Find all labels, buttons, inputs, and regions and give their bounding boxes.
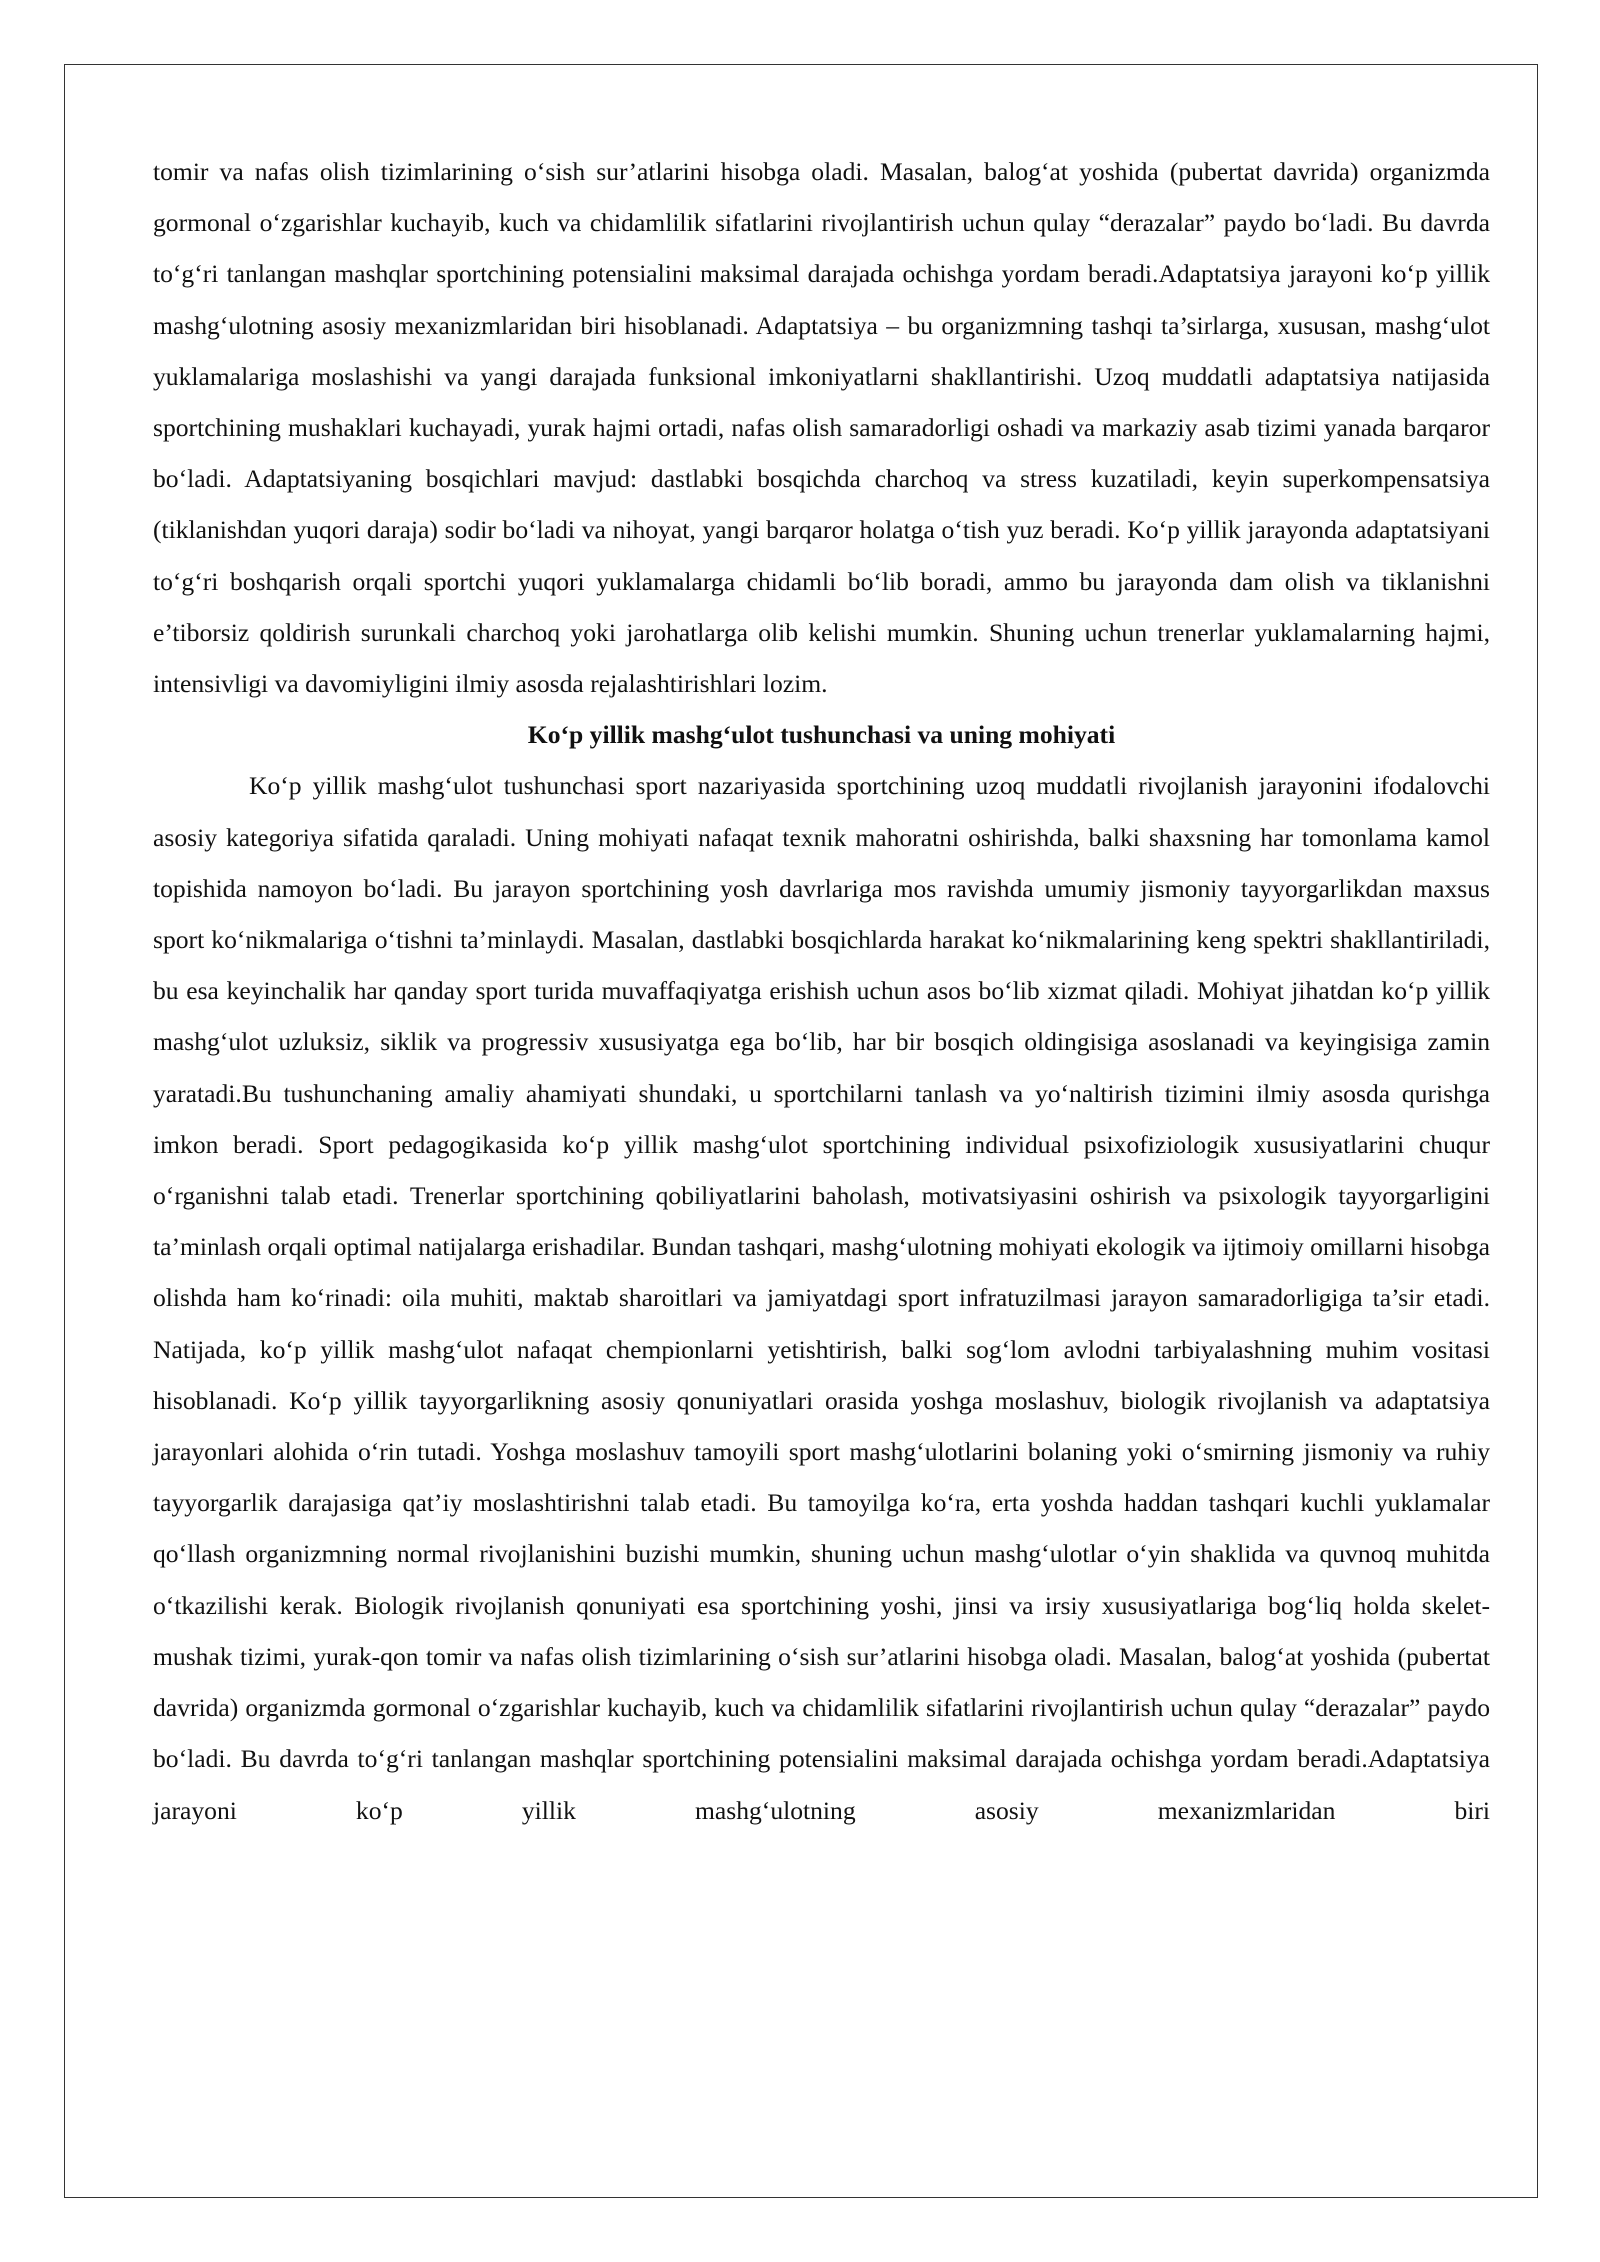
body-paragraph: Ko‘p yillik mashg‘ulot tushunchasi sport nazariyasida sportchining uzoq muddatli rivojlanish jarayonini ifodalovchi asosiy kategoriya sifatida qaraladi. Uning mohiyati nafaqat texnik mahoratni oshirishda, balki shaxsning har tomonlama kamol topishida namoyon bo‘ladi. Bu jarayon sportchining yosh davrlariga mos ravishda umumiy jismoniy tayyorgarlikdan maxsus sport ko‘nikmalariga o‘tishni ta’minlaydi. Masalan, dastlabki bosqichlarda harakat ko‘nikmalarining keng spektri shakllantiriladi, bu esa keyinchalik har qanday sport turida muvaffaqiyatga erishish uchun asos bo‘lib xizmat qiladi. Mohiyat jihatdan ko‘p yillik mashg‘ulot uzluksiz, siklik va progressiv xususiyatga ega bo‘lib, har bir bosqich oldingisiga asoslanadi va keyingisiga zamin yaratadi.Bu tushunchaning amaliy ahamiyati shundaki, u sportchilarni tanlash va yo‘naltirish tizimini ilmiy asosda qurishga imkon beradi. Sport pedagogikasida ko‘p yillik mashg‘ulot sportchining individual psixofiziologik xususiyatlarini chuqur o‘rganishni talab etadi. Trenerlar sportchining qobiliyatlarini baholash, motivatsiyasini oshirish va psixologik tayyorgarligini ta’minlash orqali optimal natijalarga erishadilar. Bundan tashqari, mashg‘ulotning mohiyati ekologik va ijtimoiy omillarni hisobga olishda ham ko‘rinadi: oila muhiti, maktab sharoitlari va jamiyatdagi sport infratuzilmasi jarayon samaradorligiga ta’sir etadi. Natijada, ko‘p yillik mashg‘ulot nafaqat chempionlarni yetishtirish, balki sog‘lom avlodni tarbiyalashning muhim vositasi hisoblanadi. Ko‘p yillik tayyorgarlikning asosiy qonuniyatlari orasida yoshga moslashuv, biologik rivojlanish va adaptatsiya jarayonlari alohida o‘rin tutadi. Yoshga moslashuv tamoyili sport mashg‘ulotlarini bolaning yoki o‘smirning jismoniy va ruhiy tayyorgarlik darajasiga qat’iy moslashtirishni talab etadi. Bu tamoyilga ko‘ra, erta yoshda haddan tashqari kuchli yuklamalar qo‘llash organizmning normal rivojlanishini buzishi mumkin, shuning uchun mashg‘ulotlar o‘yin shaklida va quvnoq muhitda o‘tkazilishi kerak. Biologik rivojlanish qonuniyati esa sportchining yoshi, jinsi va irsiy xususiyatlariga bog‘liq holda skelet-mushak tizimi, yurak-qon tomir va nafas olish tizimlarining o‘sish sur’atlarini hisobga oladi. Masalan, balog‘at yoshida (pubertat davrida) organizmda gormonal o‘zgarishlar kuchayib, kuch va chidamlilik sifatlarini rivojlantirish uchun qulay “derazalar” paydo bo‘ladi. Bu davrda to‘g‘ri tanlangan mashqlar sportchining potensialini maksimal darajada ochishga yordam beradi.Adaptatsiya jarayoni ko‘p yillik mashg‘ulotning asosiy mexanizmlaridan biri xyxy=(153,771,1490,1825)
section-heading: Ko‘p yillik mashg‘ulot tushunchasi va uning mohiyati xyxy=(527,720,1116,750)
document-body xyxy=(153,146,1490,1836)
body-paragraph: tomir va nafas olish tizimlarining o‘sish sur’atlarini hisobga oladi. Masalan, balog‘at yoshida (pubertat davrida) organizmda gormonal o‘zgarishlar kuchayib, kuch va chidamlilik sifatlarini rivojlantirish uchun qulay “derazalar” paydo bo‘ladi. Bu davrda to‘g‘ri tanlangan mashqlar sportchining potensialini maksimal darajada ochishga yordam beradi.Adaptatsiya jarayoni ko‘p yillik mashg‘ulotning asosiy mexanizmlaridan biri hisoblanadi. Adaptatsiya – bu organizmning tashqi ta’sirlarga, xususan, mashg‘ulot yuklamalariga moslashishi va yangi darajada funksional imkoniyatlarni shakllantirishi. Uzoq muddatli adaptatsiya natijasida sportchining mushaklari kuchayadi, yurak hajmi ortadi, nafas olish samaradorligi oshadi va markaziy asab tizimi yanada barqaror bo‘ladi. Adaptatsiyaning bosqichlari mavjud: dastlabki bosqichda charchoq va stress kuzatiladi, keyin superkompensatsiya (tiklanishdan yuqori daraja) sodir bo‘ladi va nihoyat, yangi barqaror holatga o‘tish yuz beradi. Ko‘p yillik jarayonda adaptatsiyani to‘g‘ri boshqarish orqali sportchi yuqori yuklamalarga chidamli bo‘lib boradi, ammo bu jarayonda dam olish va tiklanishni e’tiborsiz qoldirish surunkali charchoq yoki jarohatlarga olib kelishi mumkin. Shuning uchun trenerlar yuklamalarning hajmi, intensivligi va davomiyligini ilmiy asosda rejalashtirishlari lozim. xyxy=(153,157,1490,699)
